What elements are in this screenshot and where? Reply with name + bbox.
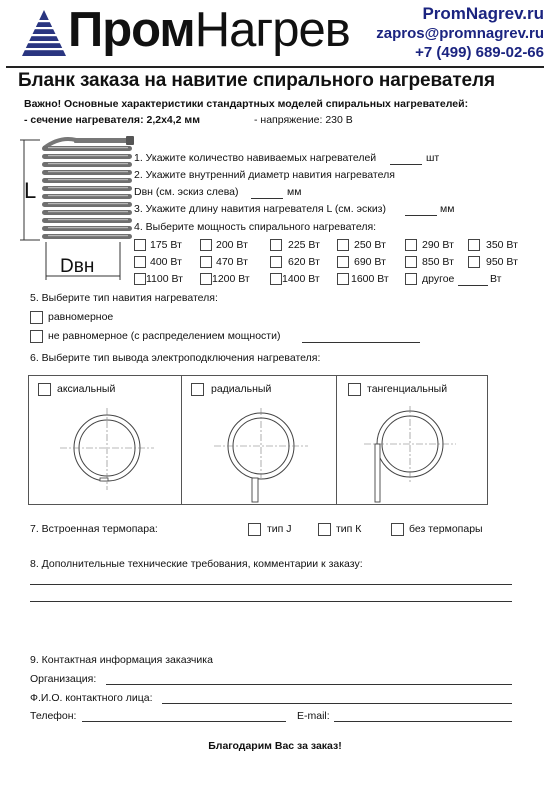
contact-person-label: Ф.И.О. контактного лица: (30, 692, 153, 704)
power-checkbox-225[interactable] (270, 239, 282, 251)
power-option-350: 350 Вт (486, 239, 518, 251)
thermocouple-none-label: без термопары (409, 523, 483, 535)
lead-tangential-label: тангенциальный (367, 383, 448, 395)
power-checkbox-other[interactable] (405, 273, 417, 285)
comments-line-2[interactable] (30, 601, 512, 602)
comments-line-1[interactable] (30, 584, 512, 585)
power-option-175: 175 Вт (150, 239, 182, 251)
q7-label: 7. Встроенная термопара: (30, 523, 158, 535)
tangential-lead-diagram-icon (360, 406, 460, 504)
power-checkbox-250[interactable] (337, 239, 349, 251)
power-checkbox-1100[interactable] (134, 273, 146, 285)
lead-type-divider-1 (181, 375, 182, 505)
winding-nonuniform-checkbox[interactable] (30, 330, 43, 343)
q3-unit: мм (440, 203, 455, 215)
power-option-1200: 1200 Вт (212, 273, 250, 285)
company-logo-icon (20, 8, 68, 58)
axial-lead-diagram-icon (58, 408, 156, 492)
organization-label: Организация: (30, 673, 97, 685)
important-heading: Важно! Основные характеристики стандартных моделей спиральных нагревателей: (24, 98, 469, 110)
q3-label: 3. Укажите длину навития нагревателя L (см. эскиз) (134, 203, 386, 215)
q5-label: 5. Выберите тип навития нагревателя: (30, 292, 218, 304)
email-link[interactable]: zapros@promnagrev.ru (376, 25, 544, 42)
q1-label: 1. Укажите количество навиваемых нагревателей (134, 152, 377, 164)
q1-unit: шт (426, 152, 440, 164)
power-checkbox-620[interactable] (270, 256, 282, 268)
thermocouple-j-label: тип J (267, 523, 292, 535)
q2-diameter-field[interactable] (251, 198, 283, 199)
power-option-400: 400 Вт (150, 256, 182, 268)
q4-label: 4. Выберите мощность спирального нагревателя: (134, 221, 377, 233)
power-option-950: 950 Вт (486, 256, 518, 268)
power-option-200: 200 Вт (216, 239, 248, 251)
power-checkbox-690[interactable] (337, 256, 349, 268)
winding-uniform-checkbox[interactable] (30, 311, 43, 324)
power-checkbox-400[interactable] (134, 256, 146, 268)
sketch-label-length: L (24, 178, 37, 203)
radial-lead-diagram-icon (212, 408, 310, 504)
lead-axial-checkbox[interactable] (38, 383, 51, 396)
brand-name (68, 0, 350, 60)
power-option-620: 620 Вт (288, 256, 320, 268)
header-divider (6, 66, 544, 68)
phone-field[interactable] (82, 721, 286, 722)
power-other-unit: Вт (490, 273, 502, 285)
thermocouple-none-checkbox[interactable] (391, 523, 404, 536)
lead-tangential-checkbox[interactable] (348, 383, 361, 396)
power-checkbox-1400[interactable] (270, 273, 282, 285)
thanks-message: Благодарим Вас за заказ! (208, 740, 342, 752)
lead-radial-checkbox[interactable] (191, 383, 204, 396)
power-option-1400: 1400 Вт (282, 273, 320, 285)
brand-part-2: Нагрев (194, 3, 350, 57)
power-checkbox-290[interactable] (405, 239, 417, 251)
q3-length-field[interactable] (405, 215, 437, 216)
thermocouple-k-checkbox[interactable] (318, 523, 331, 536)
power-option-225: 225 Вт (288, 239, 320, 251)
brand-part-1: Пром (68, 3, 195, 57)
power-option-470: 470 Вт (216, 256, 248, 268)
winding-nonuniform-label: не равномерное (с распределением мощности) (48, 330, 281, 342)
power-checkbox-950[interactable] (468, 256, 480, 268)
lead-type-divider-2 (336, 375, 337, 505)
section-spec: - сечение нагревателя: 2,2х4,2 мм (24, 114, 200, 126)
power-option-850: 850 Вт (422, 256, 454, 268)
power-checkbox-1200[interactable] (200, 273, 212, 285)
power-checkbox-850[interactable] (405, 256, 417, 268)
organization-field[interactable] (106, 684, 512, 685)
email-field[interactable] (334, 721, 512, 722)
thermocouple-j-checkbox[interactable] (248, 523, 261, 536)
lead-axial-label: аксиальный (57, 383, 116, 395)
power-checkbox-200[interactable] (200, 239, 212, 251)
power-option-1600: 1600 Вт (351, 273, 389, 285)
power-checkbox-350[interactable] (468, 239, 480, 251)
winding-uniform-label: равномерное (48, 311, 114, 323)
contact-person-field[interactable] (162, 703, 512, 704)
lead-radial-label: радиальный (211, 383, 272, 395)
phone-number: +7 (499) 689-02-66 (415, 44, 544, 61)
q9-label: 9. Контактная информация заказчика (30, 654, 213, 666)
power-other-field[interactable] (458, 285, 488, 286)
voltage-spec: - напряжение: 230 В (254, 114, 353, 126)
q1-quantity-field[interactable] (390, 164, 422, 165)
q8-label: 8. Дополнительные технические требования, комментарии к заказу: (30, 558, 363, 570)
power-option-1100: 1100 Вт (146, 273, 183, 285)
winding-nonuniform-field[interactable] (302, 342, 420, 343)
power-checkbox-470[interactable] (200, 256, 212, 268)
q2-unit: мм (287, 186, 302, 198)
email-label: E-mail: (297, 710, 330, 722)
form-title: Бланк заказа на навитие спирального нагревателя (18, 70, 495, 91)
thermocouple-k-label: тип К (336, 523, 362, 535)
power-checkbox-1600[interactable] (337, 273, 349, 285)
power-option-290: 290 Вт (422, 239, 454, 251)
sketch-label-diameter: Dвн (60, 256, 95, 277)
q2-sub-label: Dвн (см. эскиз слева) (134, 186, 239, 198)
power-checkbox-175[interactable] (134, 239, 146, 251)
phone-label: Телефон: (30, 710, 77, 722)
q6-label: 6. Выберите тип вывода электроподключения нагревателя: (30, 352, 321, 364)
power-option-690: 690 Вт (354, 256, 386, 268)
q2-label: 2. Укажите внутренний диаметр навития нагревателя (134, 169, 395, 181)
power-option-other: другое (422, 273, 455, 285)
site-link[interactable]: PromNagrev.ru (422, 4, 544, 23)
power-option-250: 250 Вт (354, 239, 386, 251)
